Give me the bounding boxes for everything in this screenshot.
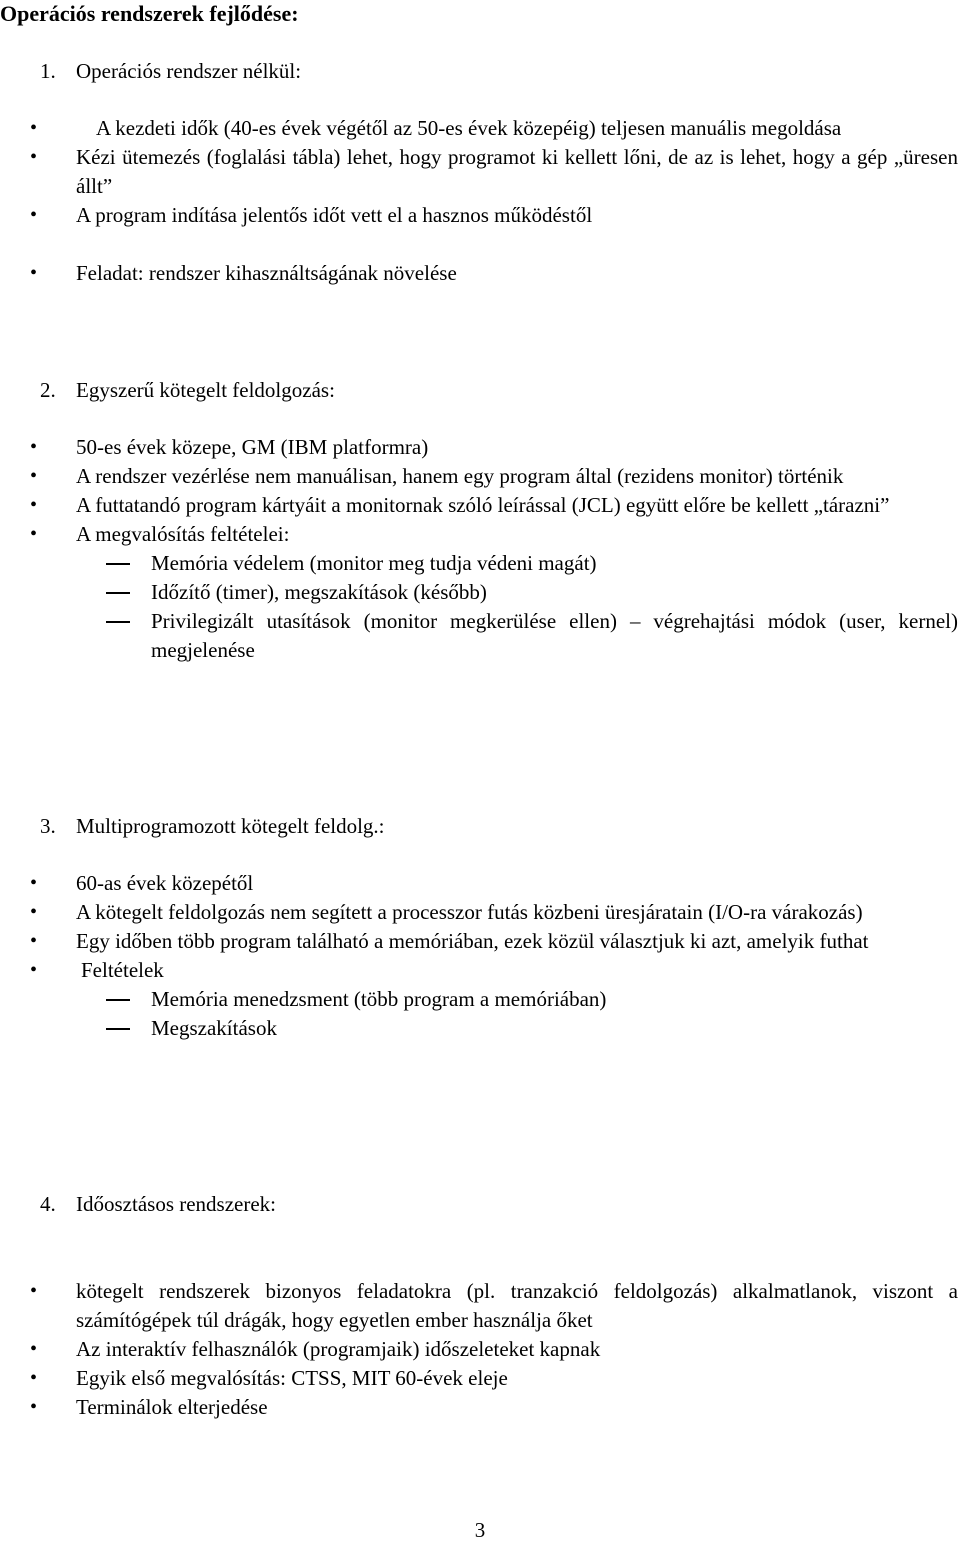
bullet-icon: • [30, 204, 38, 226]
sub-list-item [0, 549, 958, 578]
sub-list-item-text: Memória védelem (monitor meg tudja védeni magát) [151, 551, 597, 575]
list-item-text: A rendszer vezérlése nem manuálisan, hanem egy program által (rezidens monitor) történik [76, 464, 844, 488]
sub-list-item-text: Privilegizált utasítások (monitor megkerülése ellen) – végrehajtási módok (user, kernel) megjelenése [151, 609, 958, 662]
bullet-icon: • [30, 1338, 38, 1360]
list-item-text: A futtatandó program kártyáit a monitornak szóló leírással (JCL) együtt előre be kellett „tárazni” [76, 493, 890, 517]
list-item-text: Feladat: rendszer kihasználtságának növelése [76, 261, 457, 285]
list-item [0, 201, 958, 230]
list-item-text: Feltételek [81, 958, 164, 982]
bullet-icon: • [30, 117, 38, 139]
bullet-icon: • [30, 146, 38, 168]
sub-list-item-text: Megszakítások [151, 1016, 277, 1040]
dash-icon [106, 621, 130, 623]
section-3-heading [40, 812, 920, 841]
list-item [0, 1393, 958, 1422]
bullet-icon: • [30, 872, 38, 894]
list-item [0, 1277, 958, 1335]
sub-list-item [0, 1014, 958, 1043]
bullet-icon: • [30, 1367, 38, 1389]
list-item-text: Terminálok elterjedése [76, 1395, 268, 1419]
list-item [0, 1364, 958, 1393]
page-number: 3 [474, 1518, 486, 1542]
bullet-icon: • [30, 436, 38, 458]
bullet-icon: • [30, 901, 38, 923]
sub-list-item-text: Memória menedzsment (több program a memóriában) [151, 987, 607, 1011]
list-item [0, 433, 958, 462]
section-number: 1. [40, 59, 56, 83]
bullet-icon: • [30, 465, 38, 487]
list-item [0, 114, 958, 143]
list-item [0, 143, 958, 201]
list-item [0, 259, 958, 288]
bullet-icon: • [30, 1396, 38, 1418]
list-item [0, 927, 958, 956]
section-4-heading [40, 1190, 920, 1219]
list-item-text: Kézi ütemezés (foglalási tábla) lehet, hogy programot ki kellett lőni, de az is lehet, hogy a gép „üresen állt” [76, 145, 958, 198]
sub-list-item-text: Időzítő (timer), megszakítások (később) [151, 580, 487, 604]
list-item-text: Egyik első megvalósítás: CTSS, MIT 60-évek eleje [76, 1366, 508, 1390]
section-number: 3. [40, 814, 56, 838]
bullet-icon: • [30, 523, 38, 545]
bullet-icon: • [30, 1280, 38, 1302]
sub-list-item [0, 607, 958, 665]
bullet-icon: • [30, 262, 38, 284]
list-item-text: Egy időben több program található a memóriában, ezek közül választjuk ki azt, amelyik futhat [76, 929, 869, 953]
list-item-text: A megvalósítás feltételei: [76, 522, 290, 546]
list-item-text: A kezdeti idők (40-es évek végétől az 50-es évek közepéig) teljesen manuális megoldása [96, 116, 842, 140]
list-item-text: kötegelt rendszerek bizonyos feladatokra (pl. tranzakció feldolgozás) alkalmatlanok, viszont a számítógépek túl drágák, hogy egyetlen ember használja őket [76, 1279, 958, 1332]
section-title: Egyszerű kötegelt feldolgozás: [76, 378, 335, 402]
section-title: Operációs rendszer nélkül: [76, 59, 302, 83]
section-number: 2. [40, 378, 56, 402]
section-title: Időosztásos rendszerek: [76, 1192, 277, 1216]
bullet-icon: • [30, 494, 38, 516]
section-number: 4. [40, 1192, 56, 1216]
page-title: Operációs rendszerek fejlődése: [0, 1, 299, 26]
section-3-list [0, 869, 958, 1043]
section-2-heading [40, 376, 920, 405]
list-item-text: 60-as évek közepétől [76, 871, 254, 895]
list-item-text: 50-es évek közepe, GM (IBM platformra) [76, 435, 429, 459]
list-item [0, 898, 958, 927]
list-item-text: A kötegelt feldolgozás nem segített a processzor futás közbeni üresjáratain (I/O-ra várakozás) [76, 900, 863, 924]
bullet-icon: • [30, 930, 38, 952]
sub-list-item [0, 578, 958, 607]
list-item [0, 462, 958, 491]
list-item [0, 520, 958, 549]
dash-icon [106, 563, 130, 565]
list-item [0, 1335, 958, 1364]
list-item [0, 491, 958, 520]
sub-list-item [0, 985, 958, 1014]
section-2-list [0, 433, 958, 665]
section-1-heading [40, 57, 920, 86]
dash-icon [106, 1028, 130, 1030]
section-1-list [0, 114, 958, 288]
list-item-text: Az interaktív felhasználók (programjaik) időszeleteket kapnak [76, 1337, 601, 1361]
dash-icon [106, 999, 130, 1001]
section-4-list [0, 1277, 958, 1422]
list-item-text: A program indítása jelentős időt vett el a hasznos működéstől [76, 203, 593, 227]
list-item [0, 869, 958, 898]
section-title: Multiprogramozott kötegelt feldolg.: [76, 814, 385, 838]
dash-icon [106, 592, 130, 594]
list-item [0, 956, 958, 985]
bullet-icon: • [30, 959, 38, 981]
